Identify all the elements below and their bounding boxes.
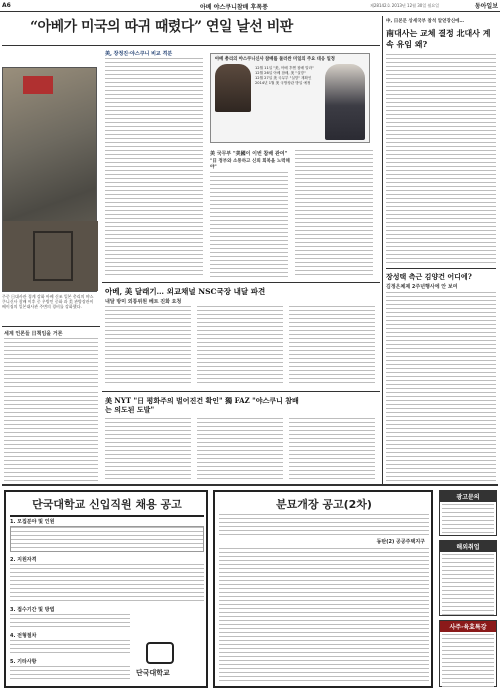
main-subhead2: 美 국무부 "美國이 이번 참배 관여" xyxy=(210,151,288,157)
bunyang-ad xyxy=(213,490,433,688)
third-headline: 美 NYT "日 평화주의 벌어진건 확인" 獨 FAZ "야스쿠니 참배는 의도된 도발" xyxy=(105,396,299,414)
timeline-item: 12월 27일 美 국무부 "실망" 재확인 xyxy=(255,76,312,80)
paper-name: 동아일보 xyxy=(474,3,498,10)
main-body-col1 xyxy=(105,58,203,278)
issue-info: 제28142호 2013년 12월 30일 월요일 xyxy=(370,3,440,8)
dankook-ad-title: 단국대학교 신입직원 채용 공고 xyxy=(10,496,204,517)
right-divider xyxy=(386,268,496,269)
third-body-col1 xyxy=(105,418,191,482)
main-body-col2 xyxy=(210,172,288,278)
ad-divider xyxy=(2,484,498,486)
ad-table xyxy=(10,526,204,552)
ad-body xyxy=(10,666,130,682)
ad-body xyxy=(10,564,204,602)
column-divider xyxy=(382,16,383,484)
main-headline: “아베가 미국의 따귀 때렸다” 연일 날선 비판 xyxy=(30,19,293,35)
right-subhead1: 南대사는 교체 결정 北대사 계속 유임 왜? xyxy=(386,28,491,49)
second-body-col3 xyxy=(289,306,375,386)
ad-section: 4. 전형절차 xyxy=(10,633,37,639)
dankook-logo xyxy=(146,642,174,664)
page-number: A6 xyxy=(2,2,11,9)
second-body-col2 xyxy=(197,306,283,386)
third-body-col3 xyxy=(289,418,375,482)
bunyang-intro xyxy=(219,514,429,536)
side-ad-3-title: 사주·육효특강 xyxy=(440,621,496,632)
obama-photo xyxy=(215,64,251,112)
timeline-item: 2014년 1월 美 국방장관 방일 예정 xyxy=(255,81,311,85)
ad-body xyxy=(10,640,130,654)
story-divider-2 xyxy=(102,391,380,392)
gate-image xyxy=(33,231,73,281)
third-subhead: 세계 언론들 日책임을 거론 xyxy=(4,331,63,337)
right-body2 xyxy=(386,292,496,482)
dankook-logo-text: 단국대학교 xyxy=(136,668,170,677)
side-ad-2-title: 해외취업 xyxy=(440,541,496,552)
infobox-timeline xyxy=(255,66,325,86)
side-ad-1-title: 광고문의 xyxy=(440,491,496,502)
right-headline1: 中, 日본문 상세국부 참석 알얻장신에… xyxy=(386,19,464,24)
story-divider xyxy=(102,282,380,283)
ad-section: 3. 접수기간 및 방법 xyxy=(10,607,55,613)
main-body-col3 xyxy=(295,150,373,278)
side-ad-2-body xyxy=(442,554,494,616)
photo-caption: 주중 日대사관 경계 강화 아베 신조 일본 총리의 야스쿠니신사 참배 이후 중 우방인 중화 과 美 관방장관이 베이징의 일본대사관 주변의 경비를 강화했다. xyxy=(2,294,94,309)
main-subhead2b: "日 정부와 소통하고 신뢰 회복을 노력해야" xyxy=(210,159,290,170)
right-headline2: 장성택 측근 김양건 어디에? xyxy=(386,272,472,281)
infobox-title: 아베 총리의 야스쿠니신사 참배를 둘러싼 미일의 주요 대응 일정 xyxy=(215,57,335,62)
bunyang-body xyxy=(219,548,429,682)
side-ad-1 xyxy=(439,490,497,536)
second-body-col1 xyxy=(105,306,191,386)
third-body-col0b xyxy=(4,392,98,482)
bunyang-company: 동탄(2) 공공주택지구 xyxy=(376,539,425,545)
ad-body xyxy=(10,614,130,630)
main-subhead: 美, 장정진·야스쿠니 비교 격분 xyxy=(105,51,173,57)
ad-section: 2. 지원자격 xyxy=(10,557,37,563)
section-title: 아베 야스쿠니참배 후폭풍 xyxy=(200,4,268,11)
side-ad-1-body xyxy=(442,504,494,536)
right-body1 xyxy=(386,54,496,264)
timeline-item: 12월 11일 "美, 아베 후엔 참배 말라" xyxy=(255,66,314,70)
side-ad-3-body xyxy=(442,634,494,688)
ad-section: 1. 모집분야 및 인원 xyxy=(10,519,55,525)
ad-section: 5. 기타사항 xyxy=(10,659,37,665)
headline-rule xyxy=(2,45,380,46)
second-subhead: 내달 방미 외통위원 베트 진화 요청 xyxy=(105,299,182,305)
side-ad-3 xyxy=(439,620,497,687)
third-body-col2 xyxy=(197,418,283,482)
page-header xyxy=(0,0,500,12)
embassy-photo xyxy=(2,67,97,292)
flag-image xyxy=(23,76,53,94)
third-body-col0 xyxy=(4,338,98,388)
infobox xyxy=(210,53,370,143)
dankook-ad xyxy=(4,490,208,688)
left-divider xyxy=(2,326,100,327)
side-ad-2 xyxy=(439,540,497,616)
bunyang-ad-title: 분묘개장 공고(2차) xyxy=(276,498,372,511)
timeline-item: 12월 26일 아베 참배, 美 "실망" xyxy=(255,71,306,75)
second-headline: 아베, 美 달래기… 외교채널 NSC국장 내달 파견 xyxy=(105,287,266,296)
right-subhead2: 김정은체제 2주년행사에 안 보여 xyxy=(386,284,458,290)
abe-photo xyxy=(325,64,365,140)
